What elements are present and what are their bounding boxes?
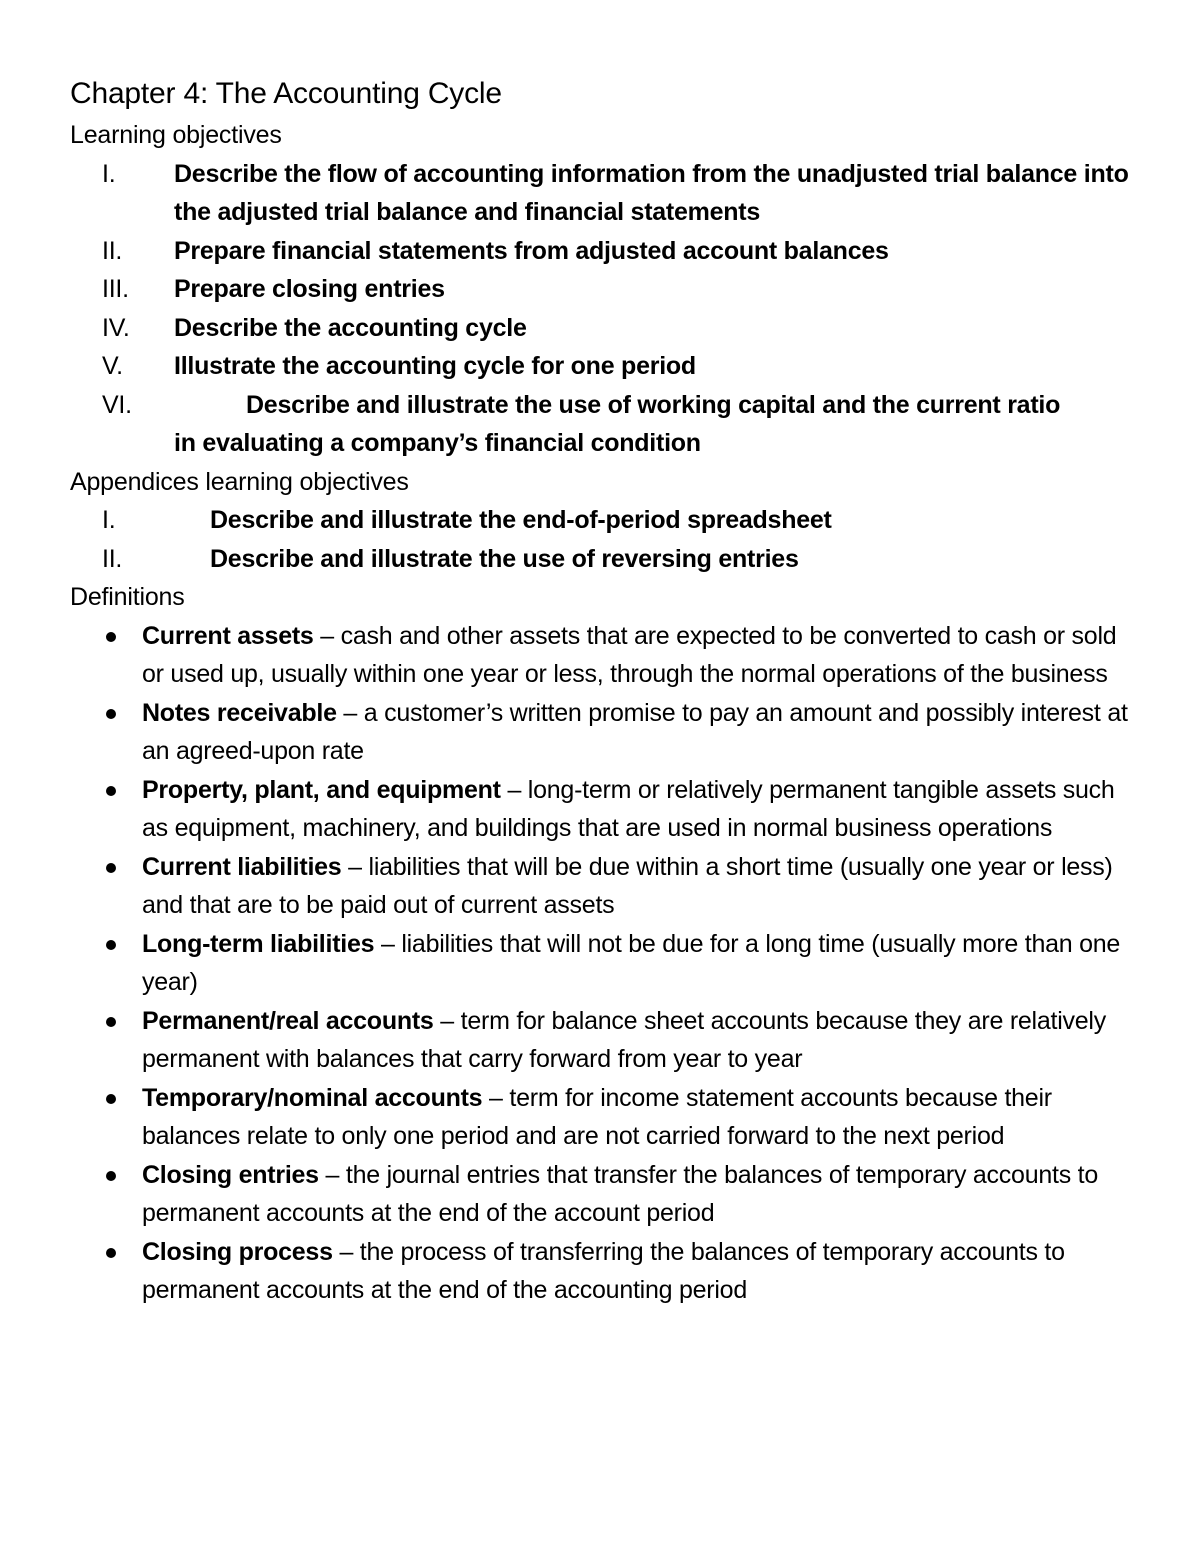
objective-text: Describe and illustrate the end-of-period spreadsheet [210, 506, 832, 534]
objective-number: VI. [102, 390, 132, 419]
bullet-icon [104, 1156, 142, 1233]
list-item [102, 347, 1140, 386]
definition-dash: – [318, 1160, 346, 1189]
definitions-heading: Definitions [70, 583, 185, 611]
list-item [102, 540, 1140, 579]
list-item [104, 925, 1140, 1002]
objective-text: Prepare closing entries [174, 275, 445, 303]
definitions-list [104, 617, 1140, 1310]
objective-number: III. [102, 275, 129, 303]
list-item [102, 270, 1140, 309]
objective-text-continuation: in evaluating a company’s financial condition [174, 429, 701, 457]
definition-term: Long-term liabilities [142, 929, 375, 958]
objective-number: II. [102, 236, 123, 265]
bullet-icon [104, 694, 142, 771]
list-item [102, 501, 1140, 540]
appendices-objectives-list [102, 501, 1140, 578]
objective-text: Describe the accounting cycle [174, 313, 527, 342]
learning-objectives-list [102, 155, 1140, 463]
appendices-objectives-heading: Appendices learning objectives [70, 467, 409, 496]
list-item [102, 232, 1140, 271]
list-item [104, 1233, 1140, 1310]
objective-text: Describe and illustrate the use of reversing entries [210, 544, 799, 573]
list-item [102, 309, 1140, 348]
objective-text: Describe the flow of accounting information from the unadjusted trial balance into the adjusted trial balance and financial statements [174, 159, 1129, 226]
bullet-icon [104, 925, 142, 1002]
list-item [104, 1079, 1140, 1156]
definition-term: Notes receivable [142, 698, 337, 727]
definition-text: liabilities that will be due within a short time (usually one year or less) and that are to be paid out of current assets [142, 852, 1113, 919]
list-item [104, 848, 1140, 925]
document-page [70, 72, 1140, 1310]
definition-text: the journal entries that transfer the balances of temporary accounts to permanent accounts at the end of the account period [142, 1160, 1099, 1227]
objective-text: Describe and illustrate the use of working capital and the current ratio [246, 390, 1061, 419]
bullet-icon [104, 848, 142, 925]
definition-dash: – [433, 1006, 461, 1035]
objective-number: I. [102, 159, 116, 188]
definition-text: liabilities that will not be due for a long time (usually more than one year) [142, 929, 1121, 996]
definition-text: term for income statement accounts because their balances relate to only one period and are not carried forward to the next period [142, 1083, 1052, 1150]
definition-dash: – [341, 852, 369, 881]
list-item [104, 1156, 1140, 1233]
bullet-icon [104, 1079, 142, 1156]
definition-term: Permanent/real accounts [142, 1006, 434, 1035]
definition-dash: – [332, 1237, 360, 1266]
definition-text: long-term or relatively permanent tangible assets such as equipment, machinery, and buildings that are used in normal business operations [142, 775, 1115, 842]
list-item [102, 386, 1140, 425]
list-item [104, 694, 1140, 771]
definition-text: cash and other assets that are expected to be converted to cash or sold or used up, usually within one year or less, through the normal operations of the business [142, 621, 1117, 688]
objective-number: V. [102, 352, 123, 380]
list-item [104, 617, 1140, 694]
list-item [104, 771, 1140, 848]
bullet-icon [104, 617, 142, 694]
objective-text: Prepare financial statements from adjusted account balances [174, 236, 889, 265]
bullet-icon [104, 1002, 142, 1079]
definition-dash: – [336, 698, 364, 727]
definition-dash: – [313, 621, 341, 650]
objective-number: IV. [102, 313, 130, 342]
definition-term: Closing process [142, 1237, 333, 1266]
definition-dash: – [500, 775, 528, 804]
definition-term: Current assets [142, 621, 314, 650]
definition-term: Current liabilities [142, 852, 342, 881]
objective-number: I. [102, 506, 116, 534]
objective-text: Illustrate the accounting cycle for one period [174, 352, 696, 380]
definition-term: Property, plant, and equipment [142, 775, 501, 804]
definition-dash: – [482, 1083, 510, 1112]
definition-text: a customer’s written promise to pay an amount and possibly interest at an agreed-upon rate [142, 698, 1128, 765]
definition-dash: – [374, 929, 402, 958]
definition-term: Temporary/nominal accounts [142, 1083, 483, 1112]
definition-term: Closing entries [142, 1160, 319, 1189]
learning-objectives-heading: Learning objectives [70, 121, 282, 149]
bullet-icon [104, 1233, 142, 1310]
list-item [102, 155, 1140, 232]
objective-number: II. [102, 544, 123, 573]
definition-text: the process of transferring the balances of temporary accounts to permanent accounts at the end of the accounting period [142, 1237, 1065, 1304]
list-item [104, 1002, 1140, 1079]
page-title: Chapter 4: The Accounting Cycle [70, 77, 502, 110]
bullet-icon [104, 771, 142, 848]
definition-text: term for balance sheet accounts because they are relatively permanent with balances that carry forward from year to year [142, 1006, 1106, 1073]
